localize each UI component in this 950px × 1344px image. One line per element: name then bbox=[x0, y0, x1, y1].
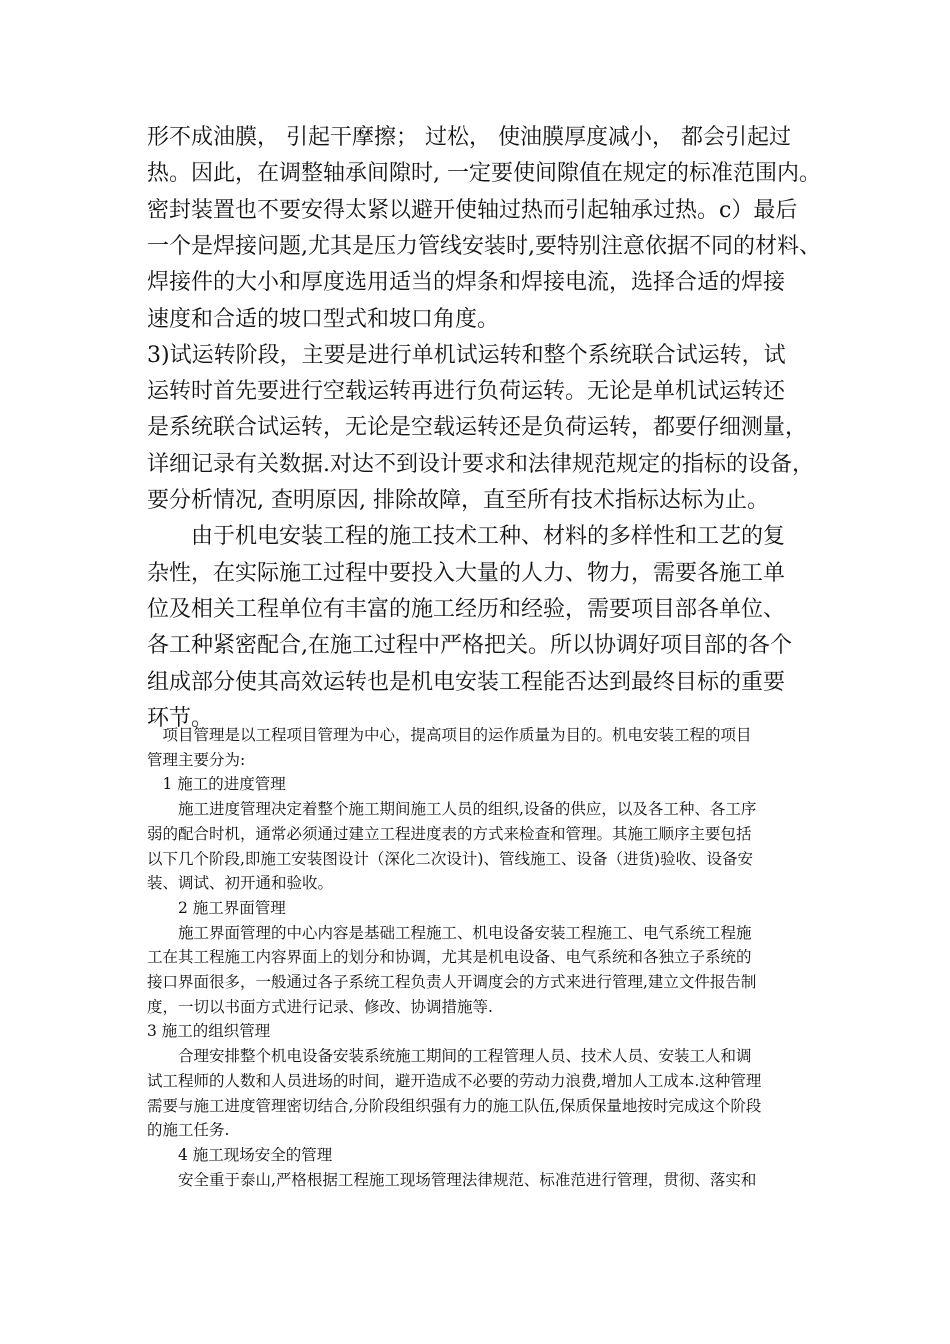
text-line: 热。因此，在调整轴承间隙时, 一定要使间隙值在规定的标准范围内。 bbox=[147, 161, 821, 187]
text-line: 是系统联合试运转，无论是空载运转还是负荷运转，都要仔细测量， bbox=[147, 415, 808, 441]
text-line: 3 施工的组织管理 bbox=[147, 1022, 271, 1041]
text-line: 焊接件的大小和厚度选用适当的焊条和焊接电流，选择合适的焊接 bbox=[147, 270, 786, 296]
text-line: 施工进度管理决定着整个施工期间施工人员的组织,设备的供应，以及各工种、各工序 bbox=[147, 800, 757, 819]
text-line: 4 施工现场安全的管理 bbox=[147, 1145, 333, 1164]
text-line: 形不成油膜， 引起干摩擦； 过松， 使油膜厚度减小， 都会引起过 bbox=[147, 125, 791, 150]
text-line: 3)试运转阶段，主要是进行单机试运转和整个系统联合试运转，试 bbox=[147, 342, 786, 368]
text-line: 各工种紧密配合,在施工过程中严格把关。所以协调好项目部的各个 bbox=[147, 633, 792, 659]
text-line: 位及相关工程单位有丰富的施工经历和经验，需要项目部各单位、 bbox=[147, 596, 786, 622]
text-line: 的施工任务. bbox=[147, 1121, 230, 1140]
text-line: 管理主要分为: bbox=[147, 750, 246, 769]
text-line: 由于机电安装工程的施工技术工种、材料的多样性和工艺的复 bbox=[147, 524, 786, 550]
text-line: 弱的配合时机，通常必须通过建立工程进度表的方式来检查和管理。其施工顺序主要包括 bbox=[147, 824, 752, 843]
text-line: 环节。 bbox=[147, 705, 214, 731]
text-line: 密封装置也不要安得太紧以避开使轴过热而引起轴承过热。c）最后 bbox=[147, 197, 798, 223]
text-line: 组成部分使其高效运转也是机电安装工程能否达到最终目标的重要 bbox=[147, 669, 786, 695]
text-line: 详细记录有关数据.对达不到设计要求和法律规范规定的指标的设备， bbox=[147, 451, 814, 477]
text-line: 要分析情况, 查明原因, 排除故障，直至所有技术指标达标为止。 bbox=[147, 488, 769, 513]
text-line: 一个是焊接问题,尤其是压力管线安装时,要特别注意依据不同的材料、 bbox=[147, 233, 821, 259]
text-line: 试工程师的人数和人员进场的时间，避开造成不必要的劳动力浪费,增加人工成本.这种管理 bbox=[147, 1071, 762, 1090]
text-line: 2 施工界面管理 bbox=[147, 898, 286, 917]
text-line: 工在其工程施工内容界面上的划分和协调，尤其是机电设备、电气系统和各独立子系统的 bbox=[147, 948, 752, 967]
text-line: 1 施工的进度管理 bbox=[147, 775, 286, 794]
text-line: 接口界面很多，一般通过各子系统工程负责人开调度会的方式来进行管理,建立文件报告制 bbox=[147, 973, 757, 991]
text-line: 度，一切以书面方式进行记录、修改、协调措施等. bbox=[147, 997, 493, 1016]
text-line: 杂性，在实际施工过程中要投入大量的人力、物力，需要各施工单 bbox=[147, 560, 786, 586]
text-line: 以下几个阶段,即施工安装图设计（深化二次设计)、管线施工、设备（进货)验收、设备安 bbox=[147, 849, 754, 868]
text-line: 安全重于泰山,严格根据工程施工现场管理法律规范、标准范进行管理，贯彻、落实和 bbox=[147, 1170, 757, 1189]
text-line: 速度和合适的坡口型式和坡口角度。 bbox=[147, 306, 500, 332]
text-line: 需要与施工进度管理密切结合,分阶段组织强有力的施工队伍,保质保量地按时完成这个阶段 bbox=[147, 1096, 762, 1115]
text-line: 装、调试、初开通和验收。 bbox=[147, 874, 334, 893]
text-line: 运转时首先要进行空载运转再进行负荷运转。无论是单机试运转还 bbox=[147, 379, 786, 405]
text-line: 合理安排整个机电设备安装系统施工期间的工程管理人员、技术人员、安装工人和调 bbox=[147, 1047, 752, 1066]
text-line: 施工界面管理的中心内容是基础工程施工、机电设备安装工程施工、电气系统工程施 bbox=[147, 923, 752, 942]
text-line: 项目管理是以工程项目管理为中心，提高项目的运作质量为目的。机电安装工程的项目 bbox=[147, 726, 752, 744]
